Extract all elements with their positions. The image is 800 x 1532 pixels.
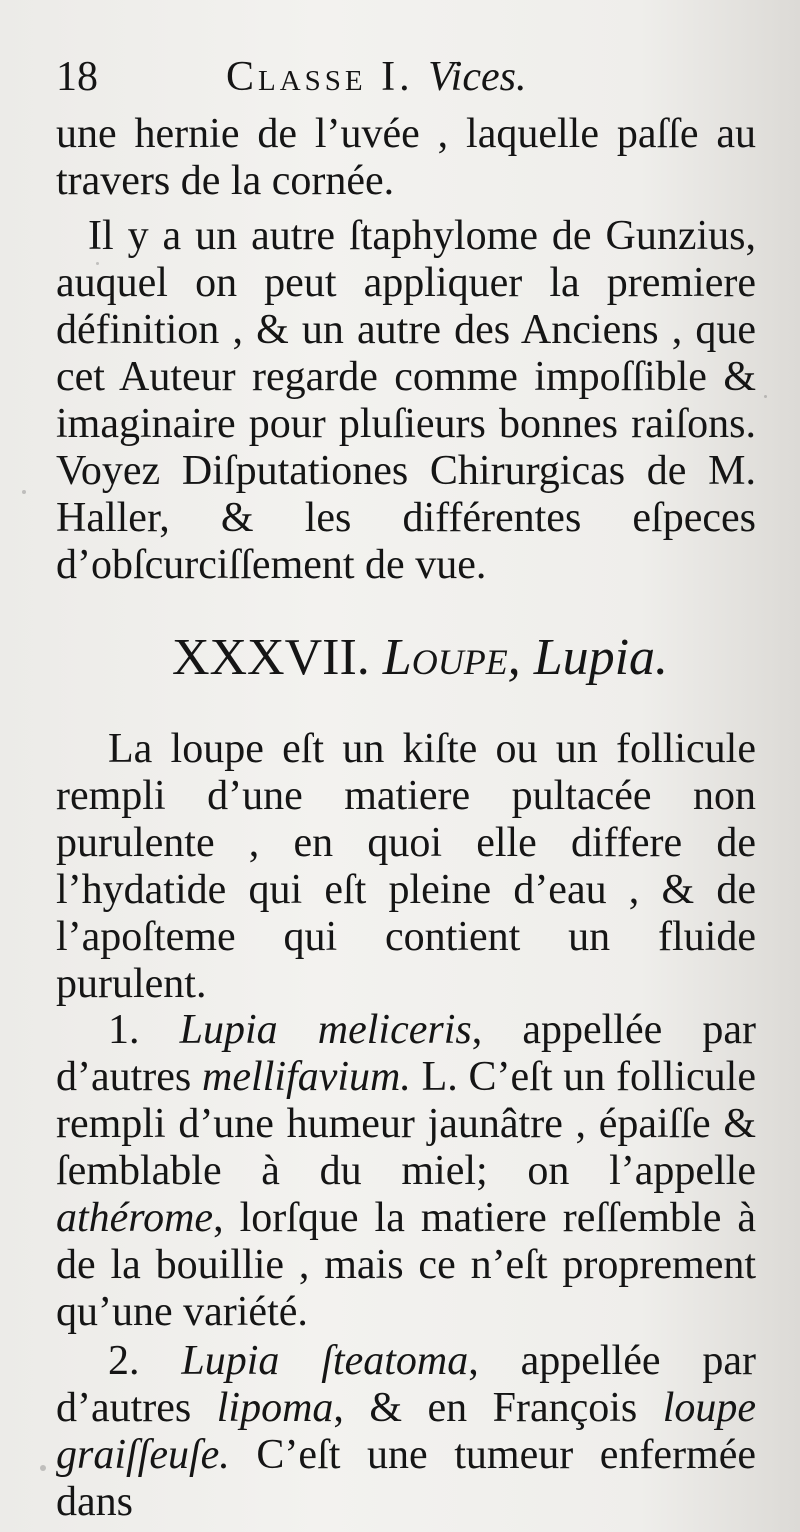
species-alt-name: athérome bbox=[56, 1195, 214, 1241]
species-french-name: loupe graiſſeuſe. bbox=[56, 1385, 757, 1478]
species-text: , & en François bbox=[333, 1385, 638, 1431]
paper-speck bbox=[764, 395, 767, 398]
species-number: 2. bbox=[108, 1338, 140, 1384]
section-title-french: Loupe, bbox=[382, 629, 521, 686]
paragraph-staphylome-text: Il y a un autre ſtaphylome de Gunzius, auquel on peut appliquer la premiere définition , & un autre des Anciens , que cet Auteur regarde comme impoſſible & imaginaire pour pluſieurs bonnes raiſons. Voyez Diſputationes Chirurgicas de M. Haller, & les différentes eſpeces d’obſcurciſſement de vue. bbox=[56, 213, 756, 588]
section-numeral: XXXVII. bbox=[171, 629, 370, 686]
section-title-latin: Lupia. bbox=[533, 629, 669, 686]
paragraph-definition: La loupe eſt un kiſte ou un follicule rempli d’une matiere pultacée non purulente , en quoi elle differe de l’hydatide qui eſt pleine d’eau , & de l’apoſteme qui contient un fluide purulent. bbox=[56, 726, 756, 1007]
paper-speck bbox=[96, 262, 99, 265]
section-heading bbox=[80, 625, 760, 691]
species-text: , lorſque la matiere reſſemble à de la bouillie , mais ce n’eſt proprement qu’une variété. bbox=[56, 1195, 756, 1335]
species-text: , appellée par d’autres bbox=[56, 1007, 757, 1100]
species-name: Lupia meliceris bbox=[179, 1007, 472, 1053]
paper-speck bbox=[22, 490, 26, 494]
running-head-subject: Vices. bbox=[428, 54, 527, 100]
species-synonym: lipoma bbox=[216, 1385, 334, 1431]
species-text: L. C’eſt un follicule rempli d’une humeur jaunâtre , épaiſſe & ſemblable à du miel; on l’appelle bbox=[56, 1054, 756, 1194]
running-head-class: Classe I. bbox=[226, 54, 414, 100]
species-text: , appellée par d’autres bbox=[56, 1338, 756, 1431]
species-number: 1. bbox=[108, 1007, 140, 1053]
paragraph-staphylome bbox=[56, 213, 756, 589]
paper-speck bbox=[40, 1465, 46, 1471]
running-head bbox=[226, 50, 526, 104]
paragraph-species-2 bbox=[56, 1338, 756, 1526]
page-header bbox=[48, 50, 768, 104]
species-text: C’eſt une tumeur enfermée dans bbox=[56, 1432, 757, 1525]
page-number: 18 bbox=[56, 54, 98, 100]
species-synonym: mellifavium. bbox=[202, 1054, 411, 1100]
paragraph-species-1 bbox=[56, 1007, 756, 1336]
species-name: Lupia ſteatoma bbox=[181, 1338, 469, 1384]
paragraph-continuation: une hernie de l’uvée , laquelle paſſe au travers de la cornée. bbox=[56, 111, 756, 204]
